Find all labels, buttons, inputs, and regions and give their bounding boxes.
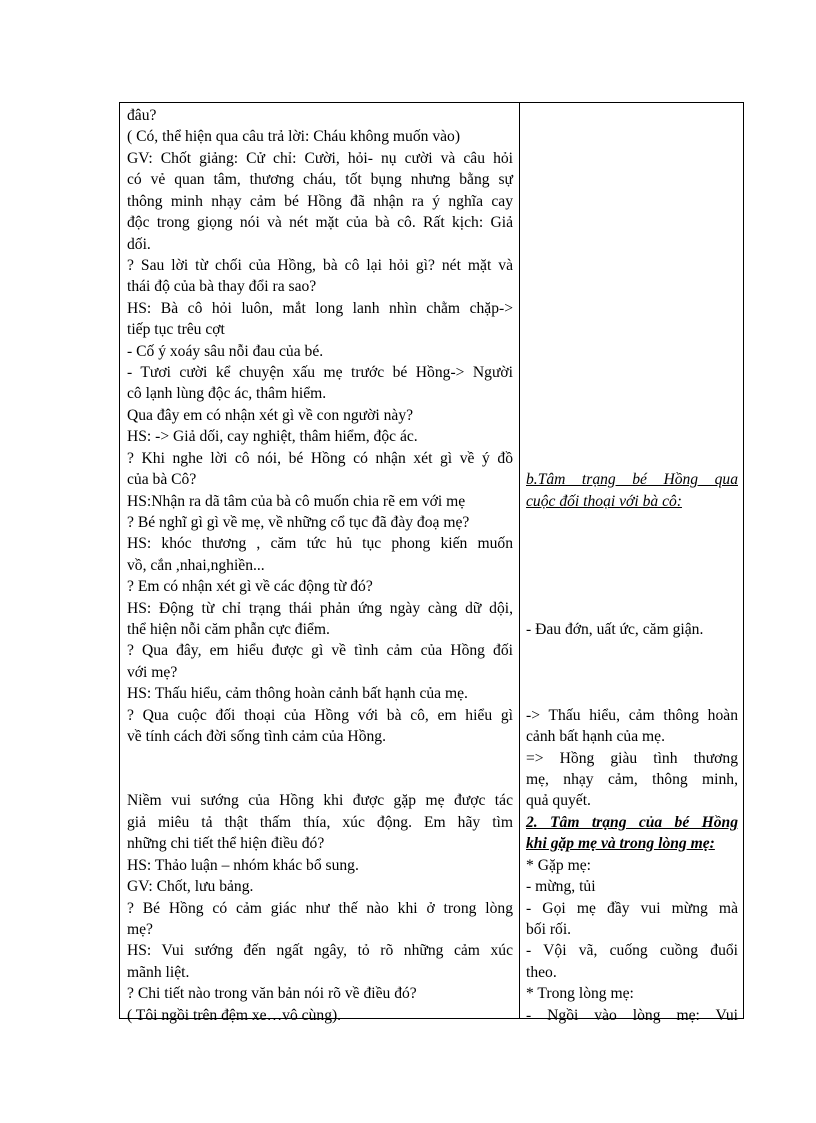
left-column-line: ? Qua đây, em hiểu được gì về tình cảm của Hồng đối [127, 642, 513, 659]
left-column-line: ? Sau lời từ chối của Hồng, bà cô lại hỏi gì? nét mặt và [127, 257, 513, 274]
left-column-line: HS: Thấu hiểu, cảm thông hoàn cảnh bất hạnh của mẹ. [127, 685, 468, 702]
left-column-line: - Cố ý xoáy sâu nỗi đau của bé. [127, 343, 324, 360]
right-column-line: cảnh bất hạnh của mẹ. [526, 728, 665, 745]
right-column-line: b.Tâm trạng bé Hồng qua [526, 471, 738, 488]
right-column-line: - Gọi mẹ đầy vui mừng mà [526, 900, 738, 917]
left-column-line: ? Khi nghe lời cô nói, bé Hồng có nhận xét gì về ý đồ [127, 450, 513, 467]
right-column-line: - mừng, tủi [526, 878, 596, 895]
left-column-line: - Tươi cười kể chuyện xấu mẹ trước bé Hồng-> Người [127, 364, 513, 381]
left-column-line: Niềm vui sướng của Hồng khi được gặp mẹ được tác [127, 792, 513, 809]
left-column-line: HS: Thảo luận – nhóm khác bổ sung. [127, 857, 359, 874]
left-column-line: ? Bé nghĩ gì gì về mẹ, về những cổ tục đã đày đoạ mẹ? [127, 514, 470, 531]
left-column-line: GV: Chốt, lưu bảng. [127, 878, 254, 895]
left-column-line: ( Tôi ngồi trên đệm xe…vô cùng). [127, 1007, 342, 1024]
left-column-line: giả miêu tả thật thấm thía, xúc động. Em hãy tìm [127, 814, 513, 831]
left-column-line: ? Em có nhận xét gì về các động từ đó? [127, 578, 373, 595]
left-column-line: ? Chi tiết nào trong văn bản nói rõ về điều đó? [127, 985, 417, 1002]
right-column-line: * Trong lòng mẹ: [526, 985, 634, 1002]
left-column-line: cô lạnh lùng độc ác, thâm hiểm. [127, 385, 327, 402]
left-column-line: những chi tiết thể hiện điều đó? [127, 835, 325, 852]
left-column-line: HS:Nhận ra dã tâm của bà cô muốn chia rẽ em với mẹ [127, 493, 466, 510]
left-column-line: GV: Chốt giảng: Cử chỉ: Cười, hỏi- nụ cười và câu hỏi [127, 150, 513, 167]
right-column-line: => Hồng giàu tình thương [526, 750, 738, 767]
right-column-line: -> Thấu hiểu, cảm thông hoàn [526, 707, 738, 724]
right-column-line: mẹ, nhạy cảm, thông minh, [526, 771, 738, 788]
left-column-line: Qua đây em có nhận xét gì về con người này? [127, 407, 414, 424]
left-column-line: ? Bé Hồng có cảm giác như thế nào khi ở trong lòng [127, 900, 513, 917]
left-column-line: đâu? [127, 107, 157, 124]
left-column-line: dối. [127, 236, 151, 253]
left-column-line: có vẻ quan tâm, thương cháu, tốt bụng nhưng bằng sự [127, 171, 513, 188]
right-column-line: bối rối. [526, 921, 572, 938]
right-column-line: quả quyết. [526, 792, 591, 809]
right-column-line: * Gặp mẹ: [526, 857, 591, 874]
left-column-line: vồ, cắn ,nhai,nghiền... [127, 557, 265, 574]
left-column-line: thể hiện nỗi căm phẫn cực điểm. [127, 621, 330, 638]
left-column-line: HS: Động từ chỉ trạng thái phản ứng ngày càng dữ dội, [127, 600, 513, 617]
right-column-line: - Vội vã, cuống cuồng đuổi [526, 942, 738, 959]
left-column-line: độc trong giọng nói và nét mặt của bà cô. Rất kịch: Giả [127, 214, 513, 231]
left-column-line: thông minh nhạy cảm bé Hồng đã nhận ra ý nghĩa cay [127, 193, 513, 210]
right-column-line: theo. [526, 964, 557, 981]
left-column-line: ( Có, thể hiện qua câu trả lời: Cháu không muốn vào) [127, 128, 461, 145]
right-column-line: - Đau đớn, uất ức, căm giận. [526, 621, 704, 638]
right-column-line: 2. Tâm trạng của bé Hồng [526, 814, 738, 831]
left-column-line: với mẹ? [127, 664, 178, 681]
lesson-table [119, 102, 744, 1024]
left-column-line: về tính cách đời sống tình cảm của Hồng. [127, 728, 386, 745]
right-column-line: cuộc đối thoại với bà cô: [526, 493, 682, 510]
left-column-line: HS: khóc thương , căm tức hủ tục phong kiến muốn [127, 535, 513, 552]
left-column-line: HS: Bà cô hỏi luôn, mắt long lanh nhìn chằm chặp-> [127, 300, 513, 317]
left-column-line: thái độ của bà thay đổi ra sao? [127, 278, 317, 295]
right-column-line: - Ngồi vào lòng mẹ: Vui [526, 1007, 738, 1024]
left-column-line: HS: Vui sướng đến ngất ngây, tỏ rõ những cảm xúc [127, 942, 513, 959]
left-column-line: tiếp tục trêu cợt [127, 321, 225, 338]
column-divider [519, 103, 520, 1018]
left-column-line: HS: -> Giả dối, cay nghiệt, thâm hiểm, độc ác. [127, 428, 418, 445]
right-column-line: khi gặp mẹ và trong lòng mẹ: [526, 835, 715, 852]
left-column-line: mãnh liệt. [127, 964, 190, 981]
left-column-line: của bà Cô? [127, 471, 197, 488]
left-column-line: mẹ? [127, 921, 153, 938]
left-column-line: ? Qua cuộc đối thoại của Hồng với bà cô, em hiểu gì [127, 707, 513, 724]
